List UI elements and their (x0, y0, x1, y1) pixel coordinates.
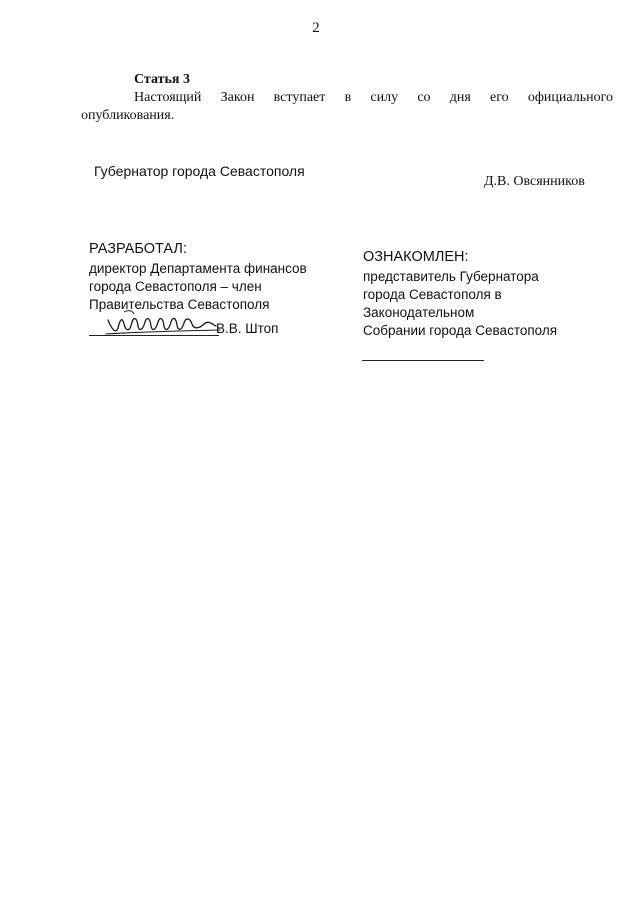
acknowledged-heading: ОЗНАКОМЛЕН: (363, 249, 469, 265)
acknowledged-line-4: Собрании города Севастополя (363, 323, 558, 338)
developed-line-3: Правительства Севастополя (89, 297, 270, 312)
governor-title: Губернатор города Севастополя (94, 163, 305, 179)
article-title: Статья 3 (134, 72, 190, 87)
acknowledged-line-2: города Севастополя в (363, 287, 502, 302)
acknowledged-line-3: Законодательном (363, 305, 475, 320)
article-text-line-2: опубликования. (81, 108, 175, 123)
developed-block (89, 238, 307, 314)
developed-heading: РАЗРАБОТАЛ: (89, 241, 187, 257)
developed-signer-name: В.В. Штоп (216, 321, 279, 336)
acknowledged-block (363, 246, 557, 340)
page-number: 2 (312, 20, 320, 36)
developed-line-2: города Севастополя – член (89, 279, 262, 294)
signature-line-acknowledged (362, 360, 484, 361)
governor-name: Д.В. Овсянников (484, 174, 585, 189)
acknowledged-line-1: представитель Губернатора (363, 269, 539, 284)
developed-line-1: директор Департамента финансов (89, 261, 307, 276)
article-text-line-1: Настоящий Закон вступает в силу со дня его официального (134, 90, 613, 105)
signature-line-developed (89, 335, 219, 336)
